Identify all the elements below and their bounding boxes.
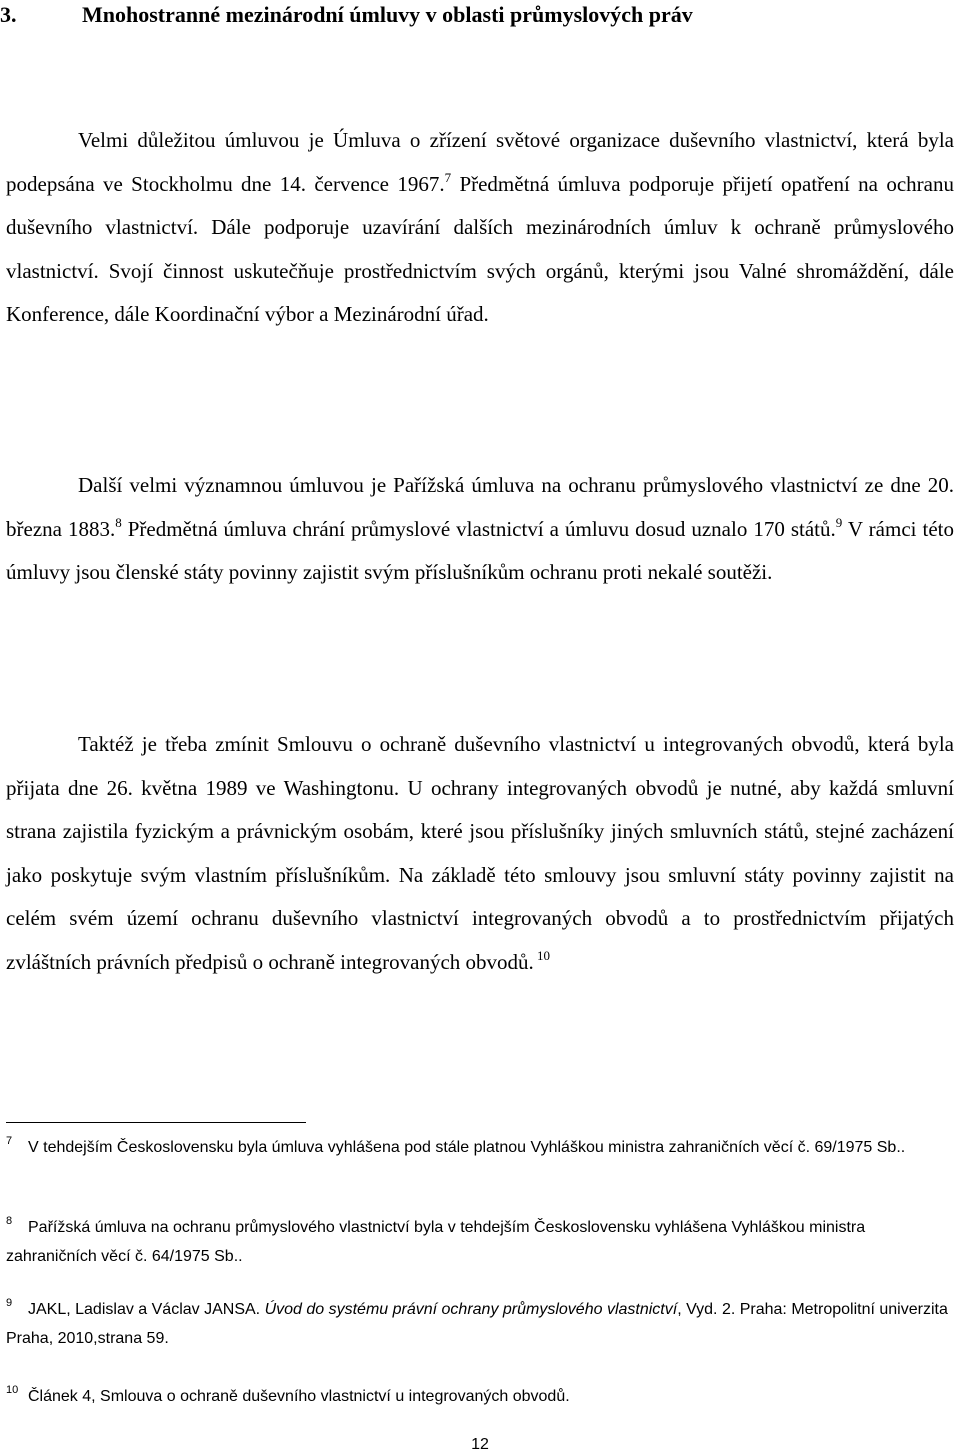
footnote-7 — [6, 1134, 954, 1163]
footnote-mark: 8 — [6, 1215, 13, 1227]
page-number: 12 — [471, 1436, 489, 1453]
section-title: Mnohostranné mezinárodní úmluvy v oblasti průmyslových práv — [82, 2, 693, 27]
footnote-9 — [6, 1296, 954, 1353]
footnote-text: Článek 4, Smlouva o ochraně duševního vlastnictví u integrovaných obvodů. — [28, 1388, 570, 1405]
footnote-ref: 9 — [835, 514, 843, 530]
footnote-text: JAKL, Ladislav a Václav JANSA. — [28, 1301, 265, 1318]
paragraph-text: Taktéž je třeba zmínit Smlouvu o ochraně duševního vlastnictví u integrovaných obvodů, která byla přijata dne 26. května 1989 ve Washingtonu. U ochrany integrovaných obvodů je nutné, aby každá smluvní strana zajistila fyzickým a právnickým osobám, které jsou příslušníky jiných smluvních států, stejné zacházení jako poskytuje svým vlastním příslušníkům. Na základě této smlouvy jsou smluvní státy povinny zajistit na celém svém území ochranu duševního vlastnictví integrovaných obvodů a to prostřednictvím přijatých zvláštních právních předpisů o ochraně integrovaných obvodů. — [6, 732, 954, 974]
footnote-10 — [6, 1383, 954, 1412]
paragraph-text: Velmi důležitou úmluvou je Úmluva o zřízení světové organizace duševního vlastnictví, která byla podepsána ve Stockholmu dne 14. července 1967. — [6, 128, 954, 196]
paragraph-text: V rámci této úmluvy jsou členské státy povinny zajistit svým příslušníkům ochranu proti nekalé soutěži. — [6, 516, 954, 584]
footnote-text: Pařížská úmluva na ochranu průmyslového vlastnictví byla v tehdejším Československu vyhlášena Vyhláškou ministra zahraničních věcí č. 64/1975 Sb.. — [6, 1219, 866, 1265]
footnote-text: V tehdejším Československu byla úmluva vyhlášena pod stále platnou Vyhláškou ministra zahraničních věcí č. 69/1975 Sb.. — [28, 1139, 906, 1156]
footnote-mark: 9 — [6, 1297, 13, 1309]
footnote-ref: 7 — [444, 169, 452, 185]
paragraph-text: Předmětná úmluva podporuje přijetí opatření na ochranu duševního vlastnictví. Dále podporuje uzavírání dalších mezinárodních úmluv k ochraně průmyslového vlastnictví. Svojí činnost uskutečňuje prostřednictvím svých orgánů, kterými jsou Valné shromáždění, dále Konference, dále Koordinační výbor a Mezinárodní úřad. — [6, 171, 954, 326]
footnote-mark: 10 — [6, 1384, 19, 1396]
footnote-mark: 7 — [6, 1135, 13, 1147]
section-number: 3. — [0, 2, 17, 27]
paragraph-paris-convention — [6, 464, 954, 595]
footnote-ref: 10 — [533, 947, 551, 963]
paragraph-text: Předmětná úmluva chrání průmyslové vlastnictví a úmluvu dosud uznalo 170 států. — [121, 516, 836, 541]
footnote-ref: 8 — [115, 514, 122, 530]
section-heading — [0, 2, 940, 28]
paragraph-text: Další velmi významnou úmluvou je Pařížská úmluva na ochranu průmyslového vlastnictví ze dne 20. března 1883. — [6, 473, 954, 541]
paragraph-wipo — [6, 119, 954, 337]
paragraph-washington-treaty — [6, 723, 954, 984]
footnote-book-title: Úvod do systému právní ochrany průmyslového vlastnictví — [264, 1301, 678, 1318]
footnote-text: , Vyd. 2. Praha: Metropolitní univerzita Praha, 2010,strana 59. — [6, 1301, 948, 1347]
footnote-separator — [6, 1122, 306, 1123]
footnote-8 — [6, 1214, 954, 1271]
